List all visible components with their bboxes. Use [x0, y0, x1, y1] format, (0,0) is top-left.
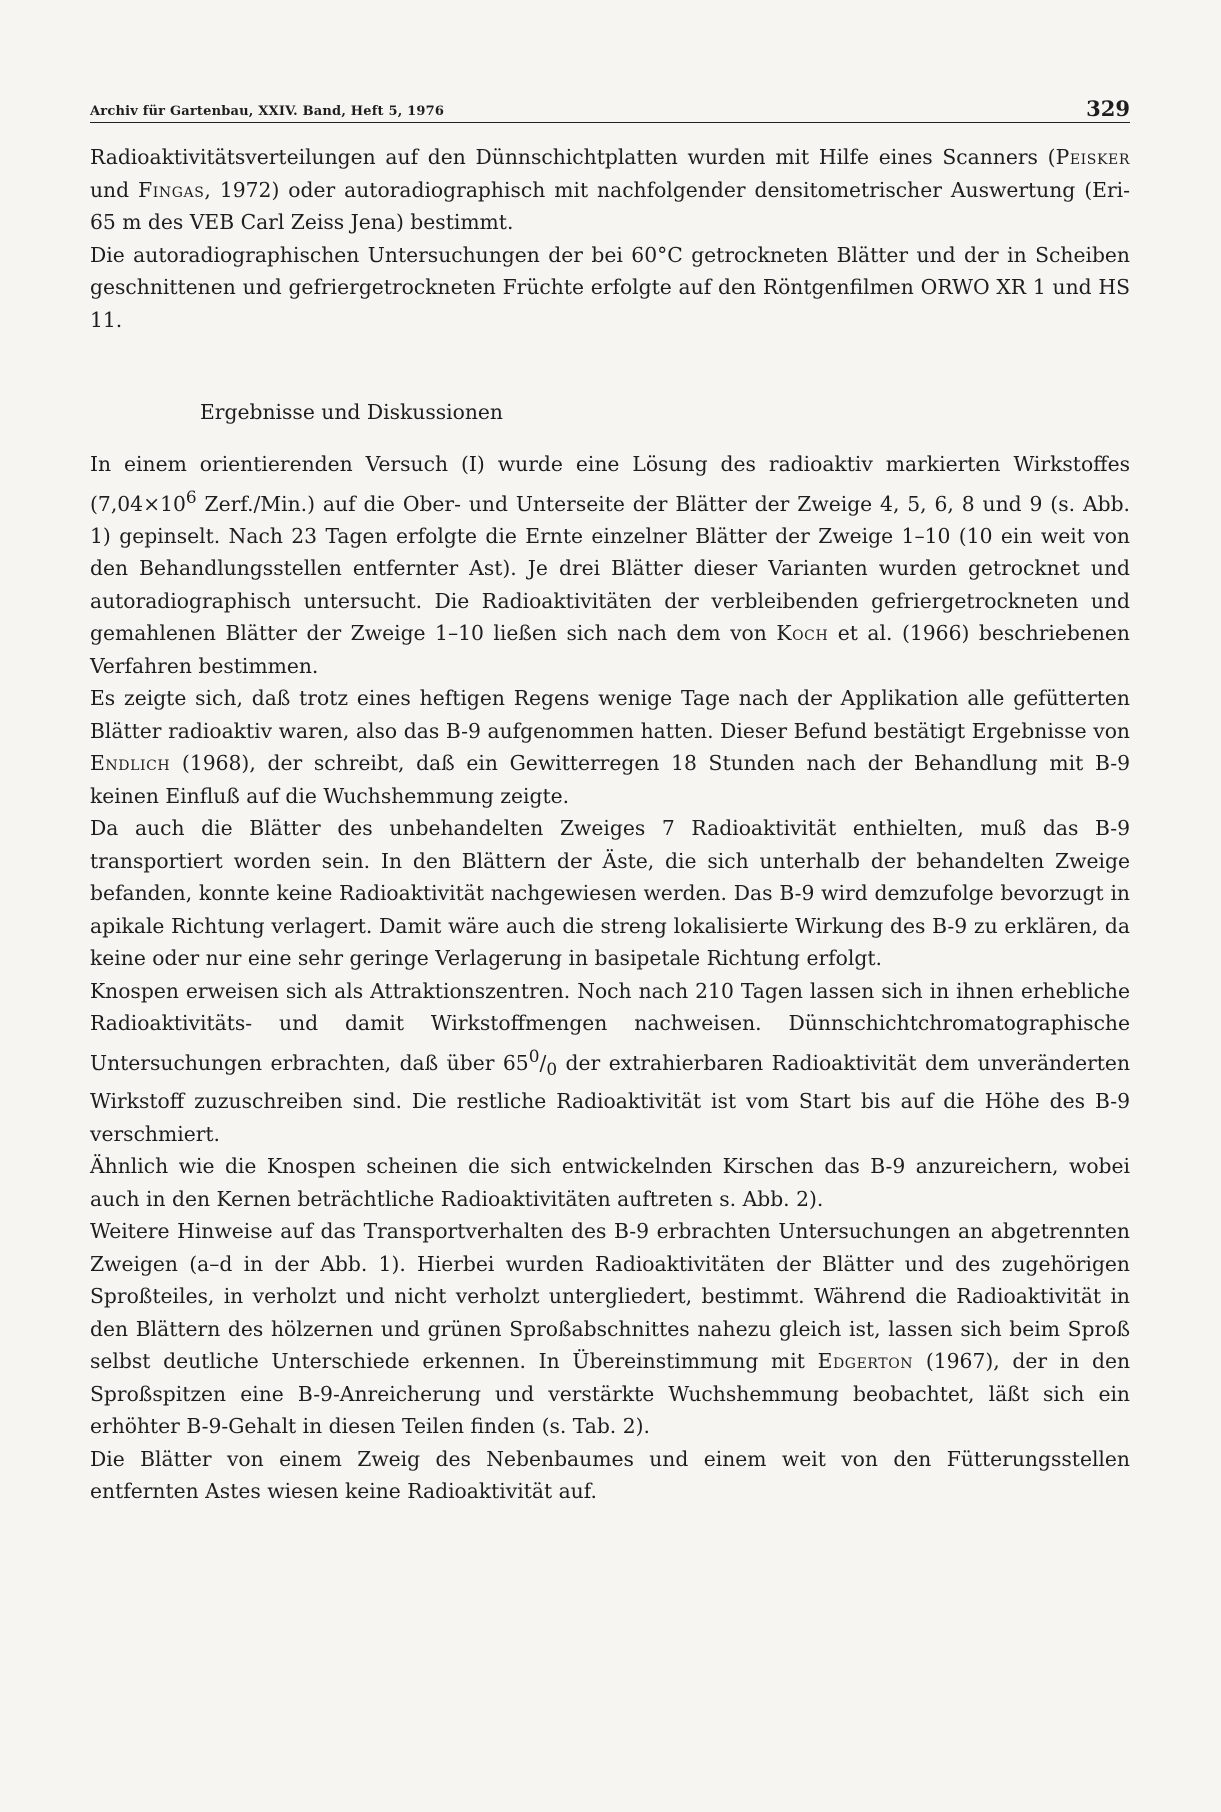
text-run: Radioaktivitätsverteilungen auf den Dünnschichtplatten wurden mit Hilfe eines Scanners ( [90, 145, 1056, 169]
text-run: (1967), der in den Sproßspitzen eine B-9-Anreicherung und verstärkte Wuchshemmung beobachtet, läßt sich ein erhöhter B-9-Gehalt in diesen Teilen finden (s. Tab. 2). [90, 1349, 1131, 1439]
paragraph [90, 1215, 1130, 1443]
text-run: (1968), der schreibt, daß ein Gewitterregen 18 Stunden nach der Behandlung mit B-9 keinen Einfluß auf die Wuchshemmung zeigte. [90, 751, 1130, 808]
percent-superscript: 0 [528, 1045, 540, 1066]
text-run: , 1972) oder autoradiographisch mit nachfolgender densitometrischer Auswertung (Eri-65 m des VEB Carl Zeiss Jena) bestimmt. [90, 177, 1131, 234]
text-run: In einem orientierenden Versuch (I) wurde eine Lösung des radioaktiv markierten Wirkstoffes (7,04×10 [90, 452, 1130, 516]
paragraph: Die Blätter von einem Zweig des Nebenbaumes und einem weit von den Fütterungsstellen entfernten Astes wiesen keine Radioaktivität auf. [90, 1446, 1130, 1504]
running-header [90, 98, 1130, 123]
author-name: Fingas [138, 177, 205, 202]
text-run: Knospen erweisen sich als Attraktionszentren. Noch nach 210 Tagen lassen sich in ihnen erhebliche Radioaktivitäts- und damit Wirkstoffmengen nachweisen. Dünnschichtchromatographische Untersuchungen erbrachten, daß über 65 [90, 978, 1130, 1075]
author-name: Koch [776, 621, 829, 646]
paragraph: Die autoradiographischen Untersuchungen der bei 60°C getrockneten Blätter und der in Scheiben geschnittenen und gefriergetrockneten Früchte erfolgte auf den Röntgenfilmen ORWO XR 1 und HS 11. [90, 242, 1130, 332]
paragraph [90, 975, 1130, 1150]
exponent: 6 [185, 486, 197, 507]
text-run: et al. (1966) beschriebenen Verfahren bestimmen. [90, 621, 1130, 678]
body-text [90, 141, 1130, 1508]
text-run: Zerf./Min.) auf die Ober- und Unterseite der Blätter der Zweige 4, 5, 6, 8 und 9 (s. Abb. 1) gepinselt. Nach 23 Tagen erfolgte die Ernte einzelner Blätter der Zweige 1–10 (10 ein weit von den Behandlungsstellen entfernter Ast). Je drei Blätter dieser Varianten wurden getrocknet und autoradiographisch untersucht. Die Radioaktivitäten der verbleibenden gefriergetrockneten und gemahlenen Blätter der Zweige 1–10 ließen sich nach dem von [90, 491, 1130, 646]
text-run: der extrahierbaren Radioaktivität dem unveränderten Wirkstoff zuzuschreiben sind. Die restliche Radioaktivität ist vom Start bis auf die Höhe des B-9 verschmiert. [90, 1050, 1131, 1146]
percent-slash: / [539, 1050, 547, 1075]
paragraph [90, 682, 1130, 812]
percent-subscript: 0 [546, 1058, 558, 1079]
paragraph [90, 141, 1130, 239]
author-name: Endlich [90, 751, 171, 776]
author-name: Peisker [1055, 145, 1130, 169]
page-number: 329 [1086, 96, 1130, 121]
paragraph [90, 448, 1130, 682]
paragraph: Ähnlich wie die Knospen scheinen die sich entwickelnden Kirschen das B-9 anzureichern, wobei auch in den Kernen beträchtliche Radioaktivitäten auftreten s. Abb. 2). [90, 1154, 1130, 1211]
paragraph: Da auch die Blätter des unbehandelten Zweiges 7 Radioaktivität enthielten, muß das B-9 transportiert worden sein. In den Blättern der Äste, die sich unterhalb der behandelten Zweige befanden, konnte keine Radioaktivität nachgewiesen werden. Das B-9 wird demzufolge bevorzugt in apikale Richtung verlagert. Damit wäre auch die streng lokalisierte Wirkung des B-9 zu erklären, da keine oder nur eine sehr geringe Verlagerung in basipetale Richtung erfolgt. [90, 816, 1130, 971]
journal-citation: Archiv für Gartenbau, XXIV. Band, Heft 5, 1976 [90, 104, 445, 119]
text-run: Weitere Hinweise auf das Transportverhalten des B-9 erbrachten Untersuchungen an abgetrennten Zweigen (a–d in der Abb. 1). Hierbei wurden Radioaktivitäten der Blätter und des zugehörigen Sproßteiles, in verholzt und nicht verholzt untergliedert, bestimmt. Während die Radioaktivität in den Blättern des hölzernen und grünen Sproßabschnittes nahezu gleich ist, lassen sich beim Sproß selbst deutliche Unterschiede erkennen. In Übereinstimmung mit [90, 1219, 1130, 1374]
section-heading: Ergebnisse und Diskussionen [200, 400, 503, 424]
author-name: Edgerton [817, 1349, 914, 1374]
text-run: Es zeigte sich, daß trotz eines heftigen Regens wenige Tage nach der Applikation alle gefütterten Blätter radioaktiv waren, also das B-9 aufgenommen hatten. Dieser Befund bestätigt Ergebnisse von [90, 686, 1130, 743]
document-page [90, 98, 1130, 1508]
text-run: und [90, 177, 139, 202]
